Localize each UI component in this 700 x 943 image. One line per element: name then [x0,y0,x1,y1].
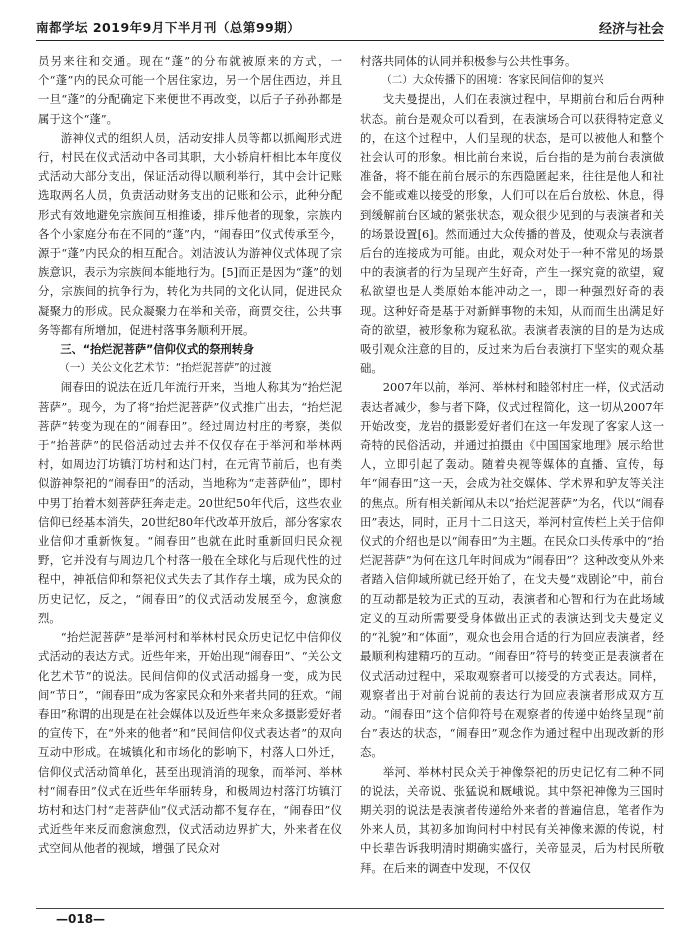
paragraph: 举河、举林村民众关于神像祭祀的历史记忆有二种不同的说法，关帝说、张猛说和厩峨说。其中祭祀神像为三国时期关羽的说法是表演者传递给外来者的普遍信息，笔者作为外来人员，其初多加询问村中村民有关神像来源的传说，村中长辈告诉我明清时期确实盛行，关帝显灵，后为村民所敬拜。在后来的调查中发现，不仅仅 [360,764,664,875]
left-column [38,52,342,859]
journal-title: 南都学坛 2019年9月下半月刊（总第99期） [36,20,301,35]
paragraph: 2007年以前，举河、举林村和睦邻村庄一样，仪式活动表达者减少，参与者下降，仪式过程简化，这一切从2007年开始改变，龙岩的摄影爱好者们在这一年发现了客家人这一奇特的民俗活动，并通过拍摄由《中国国家地理》展示给世人，立即引起了轰动。随着央视等媒体的直播、宣传，每年“闹春田”这一天，会成为社交媒体、学术界和驴友等关注的焦点。所有相关新闻从未以“抬烂泥菩萨”为名，代以“闹春田”表达，同时，正月十二日这天，举河村宣传栏上关于信仰仪式的介绍也是以“闹春田”为主题。在民众口头传承中的“抬烂泥菩萨”为何在这几年时间成为“闹春田”？这种改变从外来者踏入信仰域所就已经开始了，在戈夫曼“戏剧论”中，前台的互动都是较为正式的互动，表演者和心智和行为在此场域定义的互动所需要受身体做出正式的表演达到戈夫曼定义的“礼貌”和“体面”，观众也会用合适的行为回应表演者，经最顺利构建精巧的互动。“闹春田”符号的转变正是表演者在仪式活动过程中，采取观察者可以接受的方式表达。同样，观察者出于对前台说前的表达行为回应表演者形成双方互动。“闹春田”这个信仰符号在观察者的传递中始终呈现“前台”表达的状态，“闹春田”观念作为通过程中出现改新的形态。 [360,380,664,760]
paragraph: 游神仪式的组织人员，活动安排人员等都以抓阄形式进行，村民在仪式活动中各司其职，大小轿肩杆相比本年度仪式活动大部分支出，保证活动得以顺利举行，其中会计记账选取两名人员，负责活动财务支出的记账和公示，此种分配形式有效地避免宗族间互相推诿，排斥他者的现象，宗族内各个小家庭分布在不同的“蓬”内，“闹春田”仪式传承至今，源于“蓬”内民众的相互配合。刘洁波认为游神仪式体现了宗族意识，表示为宗族间本能地行为。[5]而正是因为“蓬”的划分，宗族间的抗争行为，转化为共同的文化认同，促进民众凝聚力的形成。民众凝聚力在举和关帝，商贾交往，公共事务等都有所增加，促进村落事务顺利开展。 [38,130,342,337]
right-column [360,52,664,878]
paragraph: 员另来往和交通。现在“蓬”的分布就被原来的方式，一个“蓬”内的民众可能一个居住家边，另一个居住西边，并且一旦“蓬”的分配确定下来便世不再改变，以后子子孙孙都是属于这个“蓬”。 [38,54,342,126]
page-header [36,14,664,41]
page-number: —018— [56,912,106,926]
paragraph: “抬烂泥菩萨”是举河村和举林村民众历史记忆中信仰仪式活动的表达方式。近些年来，开始出现“闹春田”、“关公文化艺术节”的说法。民间信仰的仪式活动摇身一变，成为民间“节日”，“闹春田”成为客家民众和外来者共同的狂欢。“闹春田”称谓的出现是在社会媒体以及近些年来众多摄影爱好者的宣传下，在“外来的他者”和“民间信仰仪式表达者”的双向互动中形成。在城镇化和市场化的影响下，村落人口外迁，信仰仪式活动简单化，甚至出现消消的现象，而举河、举林村“闹春田”仪式在近些年华丽转身，和极周边村落汀坊镇汀坊村和达门村“走菩萨仙”仪式活动都不复存在，“闹春田”仪式近些年来反而愈演愈烈，仪式活动边界扩大，外来者在仪式空间从他者的视域，增强了民众对 [38,630,342,856]
section-heading: 三、“抬烂泥菩萨”信仰仪式的祭刑转身 [60,343,255,357]
page-footer [36,908,664,929]
paragraph: 闹春田的说法在近几年流行开来，当地人称其为“抬烂泥菩萨”。现今，为了将“抬烂泥菩萨”仪式推广出去，“抬烂泥菩萨”转变为现在的“闹春田”。经过周边村庄的考察，类似于“抬菩萨”的民俗活动过去并不仅仅存在于举河和举林两村，如周边汀坊镇汀坊村和达门村，在元宵节前后，也有类似游神祭祀的“闹春田”的活动，当地称为“走菩萨仙”，即村中男丁抬着木刻菩萨狂奔走走。20世纪50年代后，这些农业信仰已经基本消失，20世纪80年代改革开放后，部分客家农业信仰才重新恢复。“闹春田”也就在此时重新回归民众视野，它并没有与周边几个村落一般在全球化与后现代性的过程中，神祇信仰和祭祀仪式失去了其作存土壤，成为民众的历史记忆，反之，“闹春田”的仪式活动发展至今，愈演愈烈。 [38,380,342,625]
section-heading: （一）关公文化艺术节：“抬烂泥菩萨”的过渡 [59,362,272,375]
section-heading: （二）大众传播下的困境：客家民间信仰的复兴 [381,74,604,87]
paragraph: 村落共同体的认同并积极参与公共性事务。 [360,54,577,68]
section-title: 经济与社会 [598,22,664,37]
paragraph: 戈夫曼提出，人们在表演过程中，早期前台和后台两种状态。前台是观众可以看到，在表演场合可以获得特定意义的，在这个过程中，人们呈现的状态，是可以被他人和整个社会认可的形象。相比前台来说，后台指的是为前台表演做准备，将不能在前台展示的东西隐匿起来，往往是他人和社会不能或难以接受的形象，人们可以在后台放松、休息，得到缓解前台区域的紧张状态，观众很少见到的与表演者和关的场景设置[6]。然而通过大众传播的普及，使观众与表演者后台的连接成为可能。由此，观众对处于一种不常见的场景中的表演者的行为呈现产生好奇，产生一探究竟的欲望，窥私欲望也是人类原始本能冲动之一，即一种强烈好奇的表现。这种好奇是基于对新鲜事物的未知，从而而生出满足好奇的欲望，被形象称为窥私欲。表演者表演的目的是为达成吸引观众注意的目的，反过来为后台表演打下坚实的观众基础。 [360,92,664,376]
